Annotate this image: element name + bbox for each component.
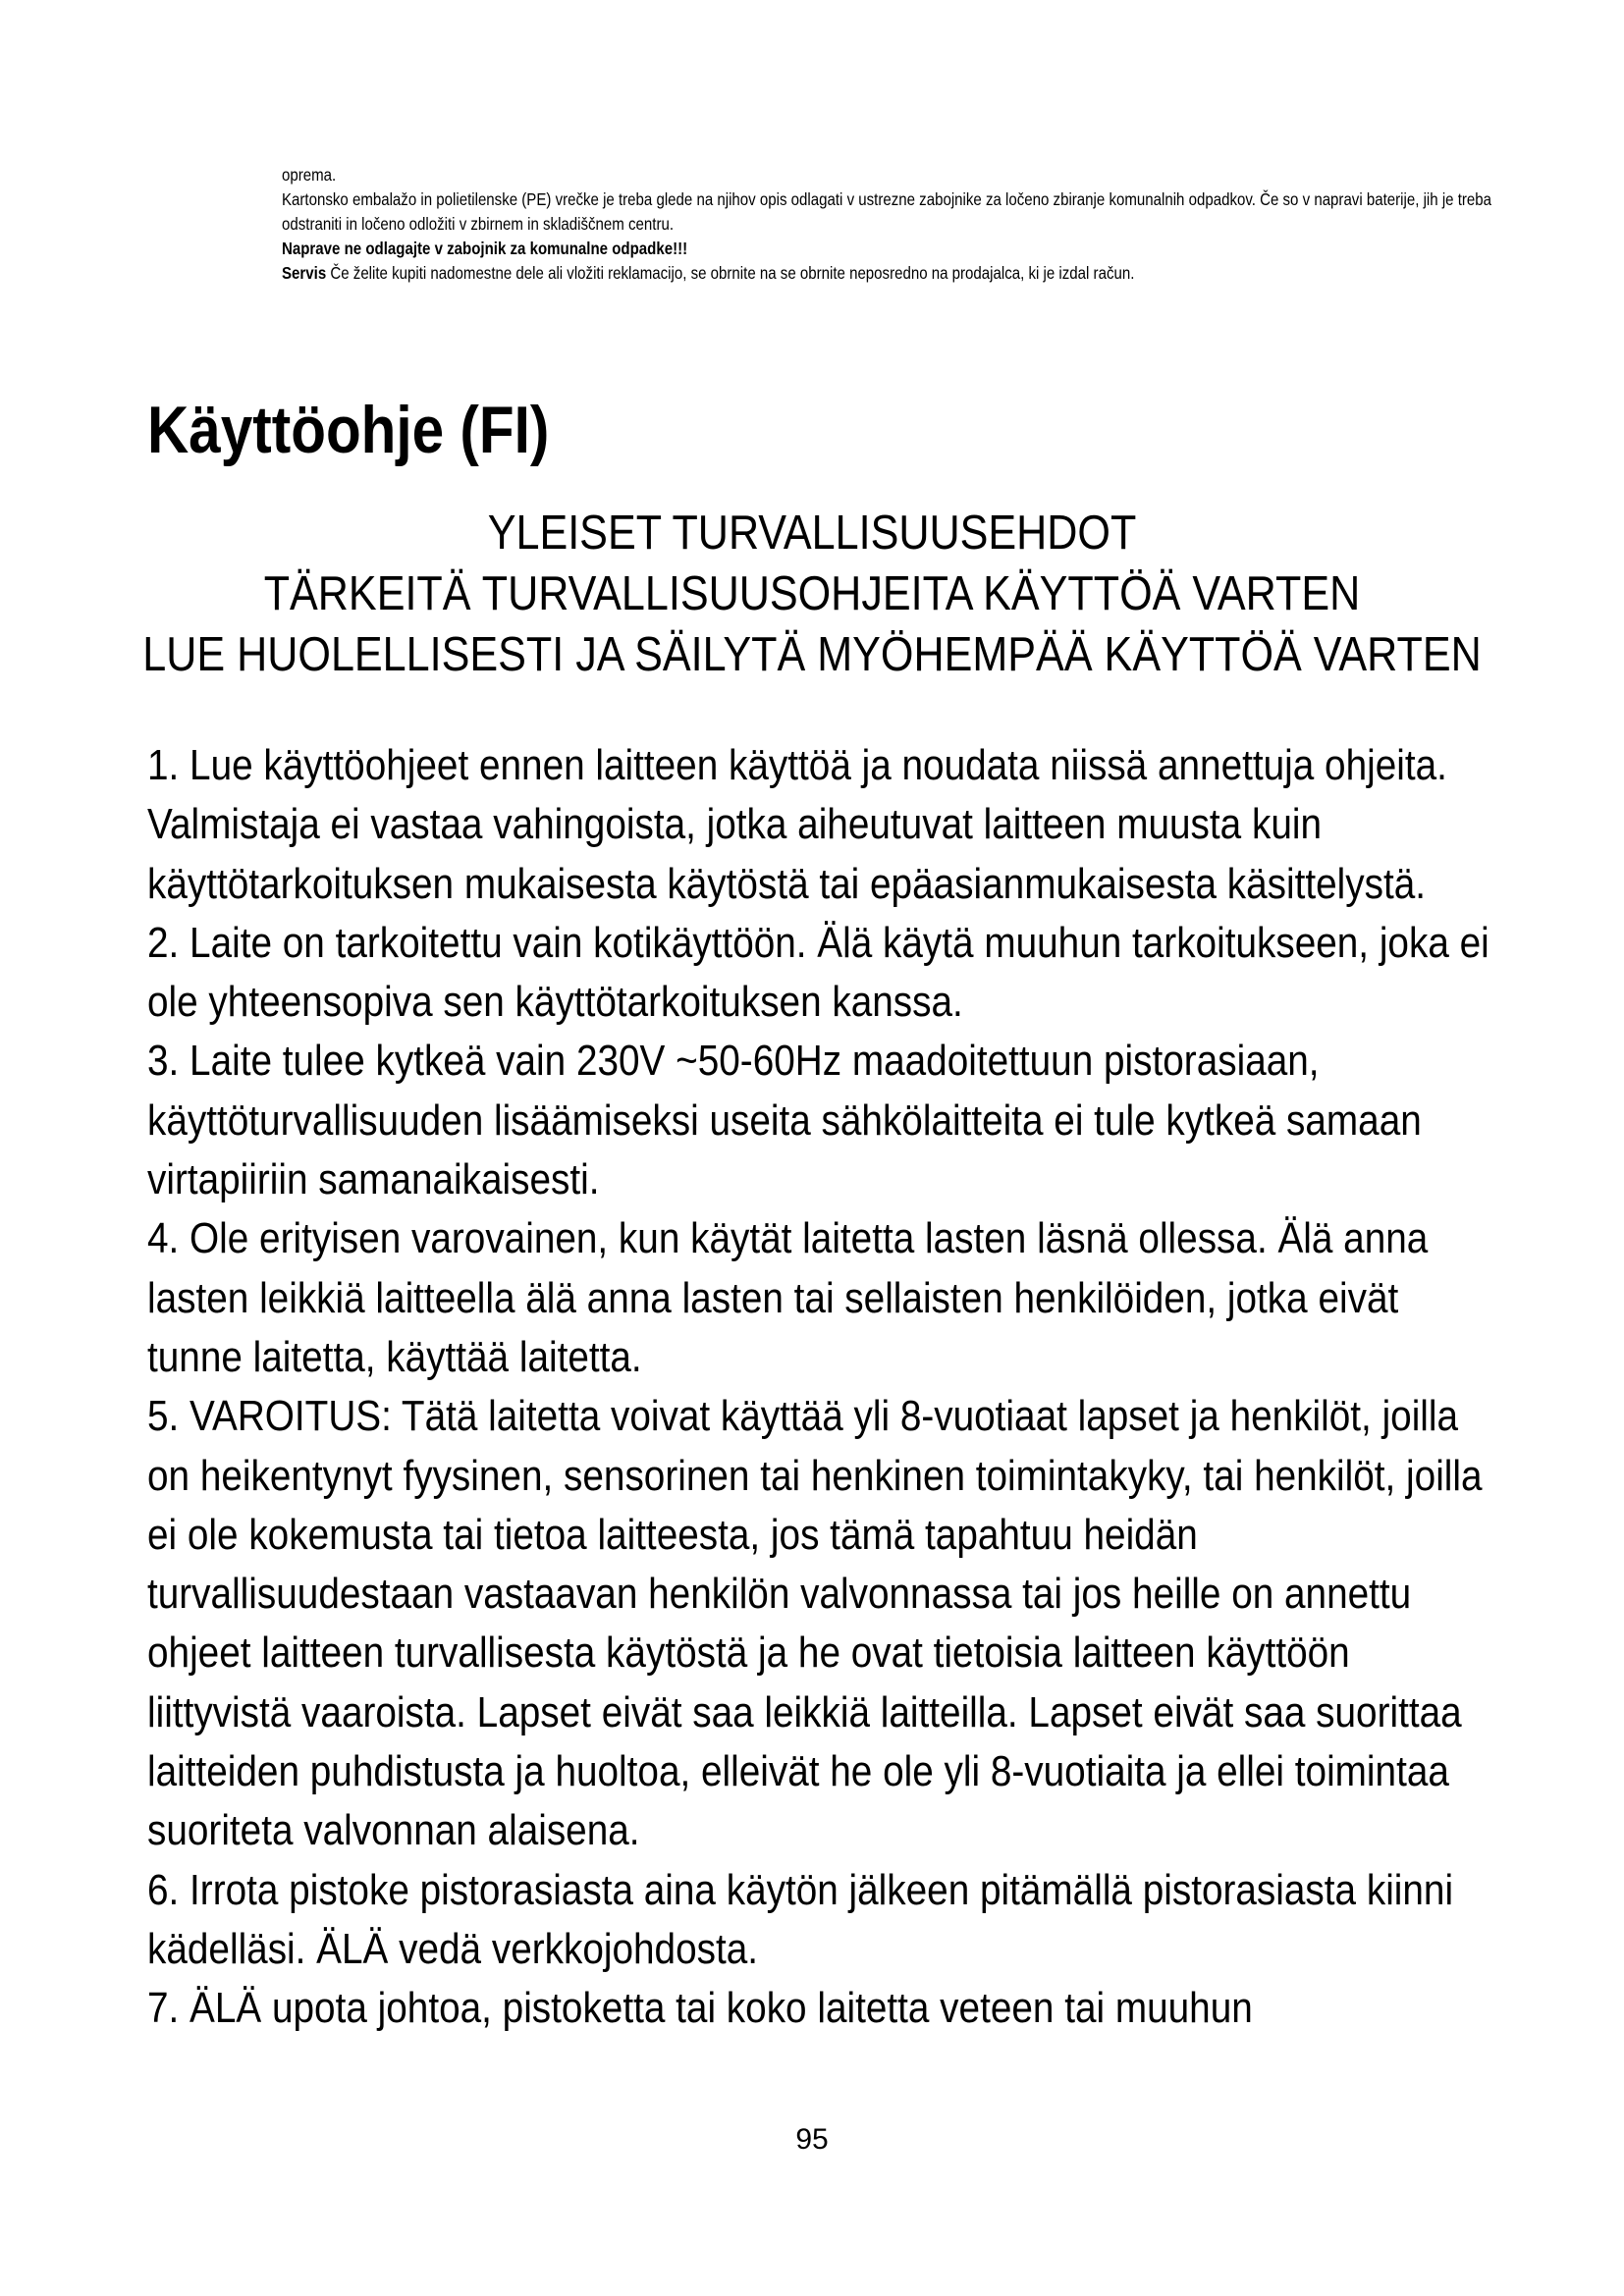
service-label: Servis (282, 263, 327, 283)
page-title: Käyttöohje (FI) (147, 393, 550, 467)
instruction-item-2: 2. Laite on tarkoitettu vain kotikäyttöön. Älä käytä muuhun tarkoitukseen, joka ei ole yhteensopiva sen käyttötarkoituksen kanssa. (147, 918, 1489, 1027)
packaging-disposal-paragraph: Kartonsko embalažo in polietilenske (PE) vrečke je treba glede na njihov opis odlagati v ustrezne zabojnike za ločeno zbiranje komunalnih odpadkov. Če so v napravi baterije, jih je treba odstraniti in ločeno odložiti v zbirnem in skladiščnem centru. (282, 189, 1492, 234)
instruction-item-3: 3. Laite tulee kytkeä vain 230V ~50-60Hz maadoitettuun pistorasiaan, käyttöturvallisuuden lisäämiseksi useita sähkölaitteita ei tule kytkeä samaan virtapiiriin samanaikaisesti. (147, 1037, 1422, 1204)
safety-heading (0, 503, 1624, 685)
safety-heading-line-1: YLEISET TURVALLISUUSEHDOT (487, 507, 1137, 560)
disposal-warning-bold: Naprave ne odlagajte v zabojnik za komunalne odpadke!!! (282, 239, 688, 258)
instructions-list (147, 736, 1495, 2039)
page-number: 95 (795, 2123, 829, 2156)
instruction-item-7: 7. ÄLÄ upota johtoa, pistoketta tai koko laitetta veteen tai muuhun (147, 1984, 1253, 2033)
service-text: Če želite kupiti nadomestne dele ali vložiti reklamacijo, se obrnite na se obrnite neposredno na prodajalca, ki je izdal račun. (326, 263, 1135, 283)
safety-heading-line-3: LUE HUOLELLISESTI JA SÄILYTÄ MYÖHEMPÄÄ KÄYTTÖÄ VARTEN (142, 628, 1482, 681)
safety-heading-line-2: TÄRKEITÄ TURVALLISUUSOHJEITA KÄYTTÖÄ VARTEN (263, 567, 1361, 620)
instruction-item-1: 1. Lue käyttöohjeet ennen laitteen käyttöä ja noudata niissä annettuja ohjeita. Valmistaja ei vastaa vahingoista, jotka aiheutuvat laitteen muusta kuin käyttötarkoituksen mukaisesta käytöstä tai epäasianmukaisesta käsittelystä. (147, 741, 1447, 908)
disposal-warning (282, 237, 1497, 261)
instruction-item-6: 6. Irrota pistoke pistorasiasta aina käytön jälkeen pitämällä pistorasiasta kiinni kädelläsi. ÄLÄ vedä verkkojohdosta. (147, 1865, 1454, 1973)
previous-section-text (282, 163, 1497, 286)
instruction-item-5: 5. VAROITUS: Tätä laitetta voivat käyttää yli 8-vuotiaat lapset ja henkilöt, joilla on heikentynyt fyysinen, sensorinen tai henkinen toimintakyky, tai henkilöt, joilla ei ole kokemusta tai tietoa laitteesta, jos tämä tapahtuu heidän turvallisuudestaan vastaavan henkilön valvonnassa tai jos heille on annettu ohjeet laitteen turvallisesta käytöstä ja he ovat tietoisia laitteen käyttöön liittyvistä vaaroista. Lapset eivät saa leikkiä laitteilla. Lapset eivät saa suorittaa laitteiden puhdistusta ja huoltoa, elleivät he ole yli 8-vuotiaita ja ellei toimintaa suoriteta valvonnan alaisena. (147, 1392, 1483, 1855)
previous-section-line-oprema: oprema. (282, 165, 337, 185)
service-paragraph (282, 261, 1497, 286)
instruction-item-4: 4. Ole erityisen varovainen, kun käytät laitetta lasten läsnä ollessa. Älä anna lasten leikkiä laitteella älä anna lasten tai sellaisten henkilöiden, jotka eivät tunne laitetta, käyttää laitetta. (147, 1214, 1429, 1381)
